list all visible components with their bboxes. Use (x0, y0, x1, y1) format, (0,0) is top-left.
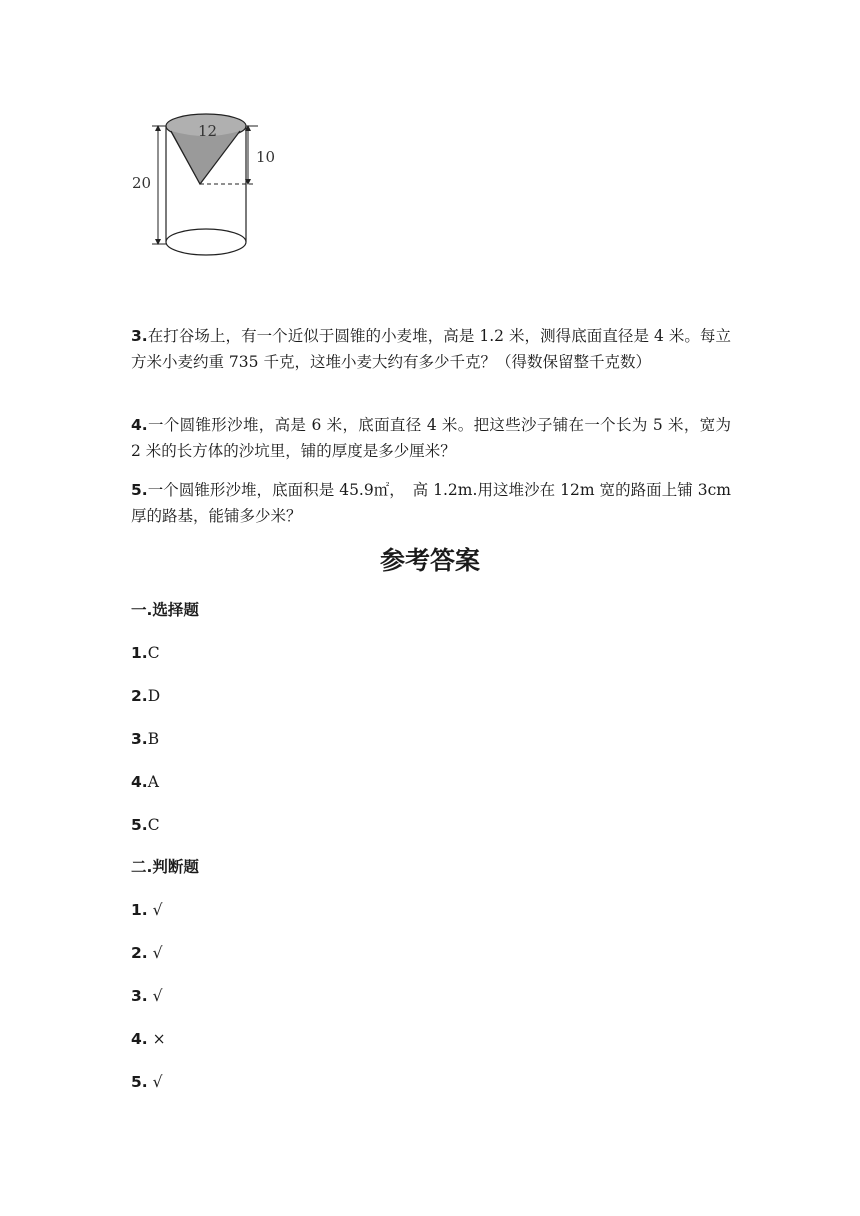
question-text: 一个圆锥形沙堆，底面积是 45.9㎡， 高 1.2m.用这堆沙在 12m 宽的路面上铺 3cm 厚的路基，能铺多少米？ (131, 481, 731, 525)
answer-value: √ (152, 1073, 163, 1091)
answer-value: C (147, 816, 160, 834)
answer-item (131, 814, 160, 836)
answer-number: 5. (131, 1073, 148, 1091)
answer-number: 4. (131, 1030, 148, 1048)
question-3 (131, 323, 731, 375)
answer-number: 4. (131, 773, 148, 791)
answer-item (131, 1028, 166, 1050)
section-title-judgement: 二.判断题 (131, 858, 199, 876)
answer-value: × (152, 1030, 166, 1048)
answer-item (131, 642, 160, 664)
answer-number: 2. (131, 944, 148, 962)
question-5 (131, 477, 731, 529)
answer-number: 1. (131, 644, 148, 662)
answer-value: √ (152, 987, 163, 1005)
question-number: 4. (131, 416, 148, 434)
question-4 (131, 412, 731, 464)
answer-value: A (147, 773, 159, 791)
question-number: 5. (131, 481, 148, 499)
cylinder-cone-diagram (128, 106, 288, 266)
answer-number: 3. (131, 730, 148, 748)
answer-number: 3. (131, 987, 148, 1005)
answer-number: 5. (131, 816, 148, 834)
answer-value: √ (152, 944, 163, 962)
answer-value: √ (152, 901, 163, 919)
answer-item (131, 985, 163, 1007)
answer-value: C (147, 644, 160, 662)
answers-title: 参考答案 (379, 546, 480, 575)
answer-item (131, 899, 163, 921)
answer-value: D (147, 687, 161, 705)
answer-value: B (147, 730, 160, 748)
cylinder-bottom-ellipse (166, 229, 246, 255)
question-text: 一个圆锥形沙堆，高是 6 米，底面直径 4 米。把这些沙子铺在一个长为 5 米，宽为 2 米的长方体的沙坑里，铺的厚度是多少厘米？ (131, 416, 731, 460)
answer-item (131, 771, 159, 793)
cylinder-height-label: 20 (132, 174, 152, 192)
question-number: 3. (131, 327, 148, 345)
answer-item (131, 1071, 163, 1093)
section-title-choice: 一.选择题 (131, 601, 199, 619)
answer-number: 1. (131, 901, 148, 919)
answer-item (131, 942, 163, 964)
question-text: 在打谷场上，有一个近似于圆锥的小麦堆，高是 1.2 米，测得底面直径是 4 米。每立方米小麦约重 735 千克，这堆小麦大约有多少千克？（得数保留整千克数） (131, 327, 731, 371)
cylinder-cone-figure (128, 106, 288, 266)
cone-height-label: 10 (256, 148, 276, 166)
diameter-label: 12 (198, 122, 218, 140)
answer-number: 2. (131, 687, 148, 705)
answer-item (131, 685, 160, 707)
answer-item (131, 728, 159, 750)
